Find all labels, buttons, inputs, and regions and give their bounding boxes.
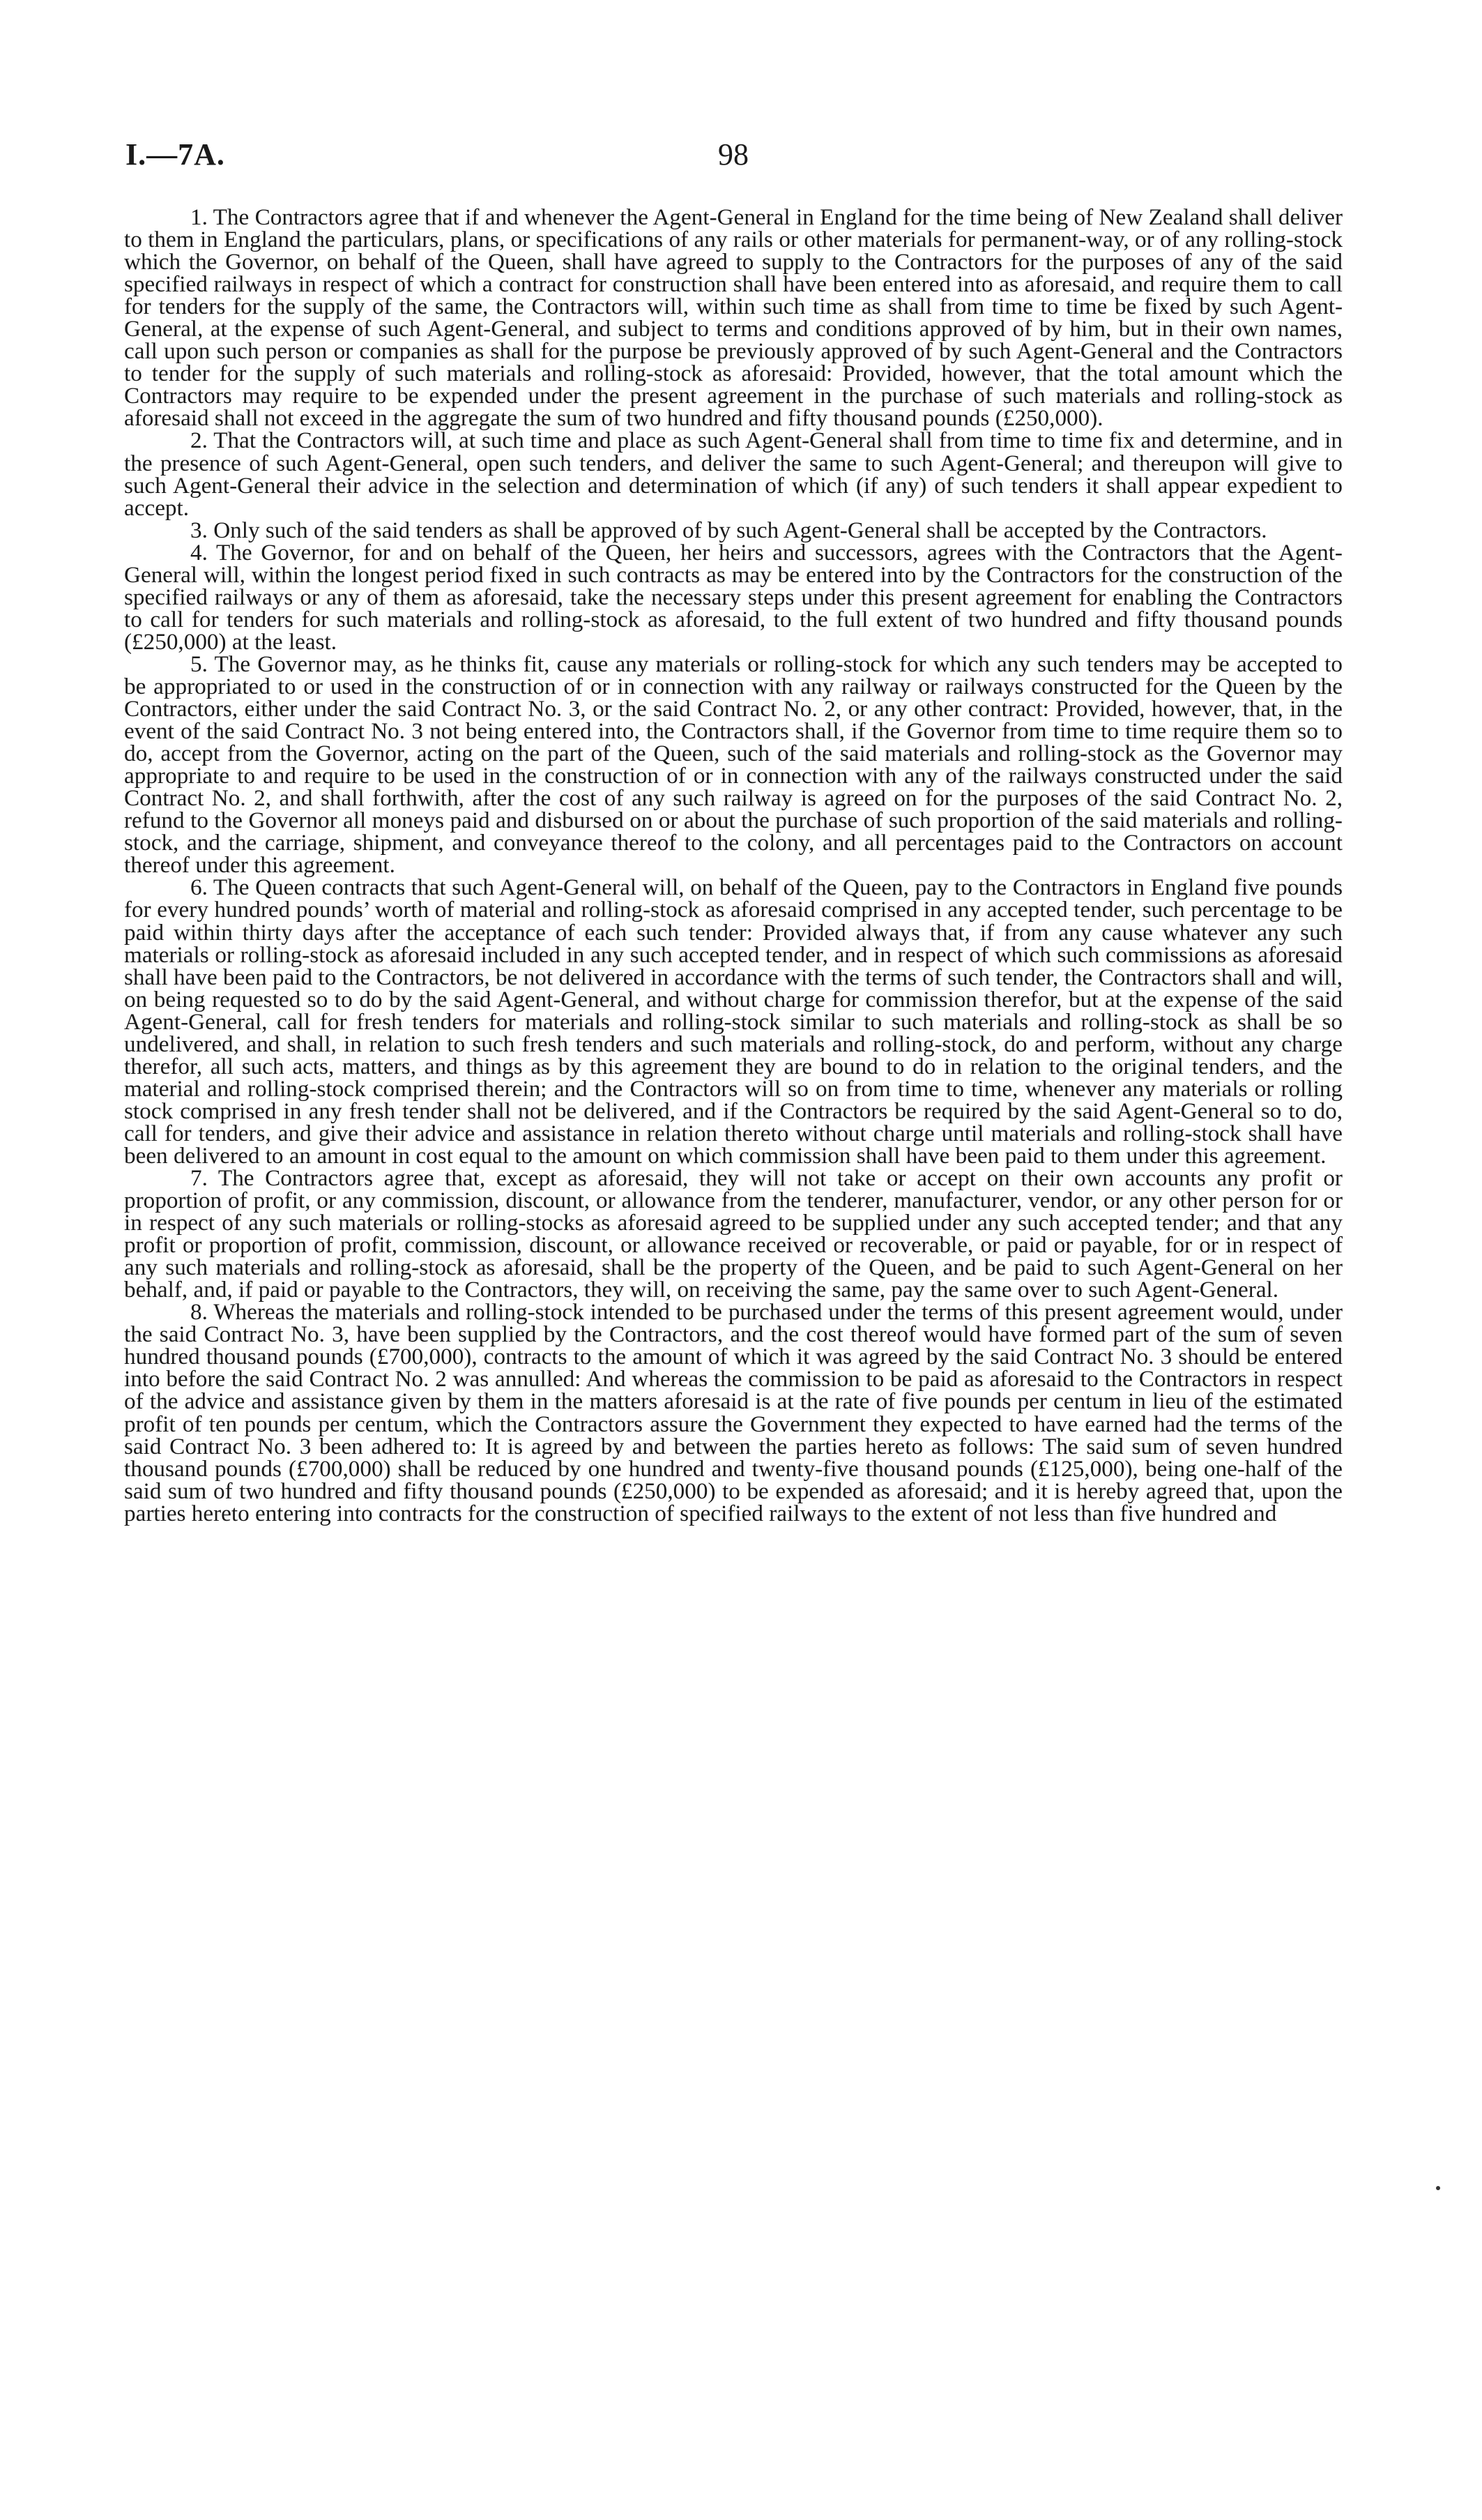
clause-8: 8. Whereas the materials and rolling-stock intended to be purchased under the terms of this present agreement would, under the said Contract No. 3, have been supplied by the Contractors, and the cost thereof would have formed part of the sum of seven hundred thousand pounds (£700,000), contracts to the amount of which it was agreed by the said Contract No. 3 should be entered into before the said Contract No. 2 was annulled: And whereas the commission to be paid as aforesaid to the Contractors in respect of the advice and assistance given by them in the matters aforesaid is at the rate of five pounds per centum in lieu of the estimated profit of ten pounds per centum, which the Contractors assure the Government they expected to have earned had the terms of the said Contract No. 3 been adhered to: It is agreed by and between the parties hereto as follows: The said sum of seven hundred thousand pounds (£700,000) shall be reduced by one hundred and twenty-five thousand pounds (£125,000), being one-half of the said sum of two hundred and fifty thousand pounds (£250,000) to be expended as aforesaid; and it is hereby agreed that, upon the parties hereto entering into contracts for the construction of specified railways to the extent of not less than five hundred and <box>124 1299 1343 1526</box>
clause-5: 5. The Governor may, as he thinks fit, cause any materials or rolling-stock for which any such tenders may be accepted to be appropriated to or used in the construction of or in connection with any railway or railways constructed for the Queen by the Contractors, either under the said Contract No. 3, or the said Contract No. 2, or any other contract: Provided, however, that, in the event of the said Contract No. 3 not being entered into, the Contractors shall, if the Governor from time to time require them so to do, accept from the Governor, acting on the part of the Queen, such of the said materials and rolling-stock as the Governor may appropriate to and require to be used in the construction of or in connection with any of the railways constructed under the said Contract No. 2, and shall forthwith, after the cost of any such railway is agreed on for the purposes of the said Contract No. 2, refund to the Governor all moneys paid and disbursed on or about the purchase of such proportion of the said materials and rolling-stock, and the carriage, shipment, and conveyance thereof to the colony, and all percentages paid to the Contractors on account thereof under this agreement. <box>124 651 1343 879</box>
clause-1: 1. The Contractors agree that if and whenever the Agent-General in England for the time being of New Zealand shall deliver to them in England the particulars, plans, or specifications of any rails or other materials for permanent-way, or of any rolling-stock which the Governor, on behalf of the Queen, shall have agreed to supply to the Contractors for the purposes of any of the said specified railways in respect of which a contract for construction shall have been entered into as aforesaid, and require them to call for tenders for the supply of the same, the Contractors will, within such time as shall from time to time be fixed by such Agent-General, at the expense of such Agent-General, and subject to terms and conditions approved of by him, but in their own names, call upon such person or companies as shall for the purpose be previously approved of by such Agent-General and the Contractors to tender for the supply of such materials and rolling-stock as aforesaid: Provided, however, that the total amount which the Contractors may require to be expended under the present agreement in the purchase of such materials and rolling-stock as aforesaid shall not exceed in the aggregate the sum of two hundred and fifty thousand pounds (£250,000). <box>124 204 1343 432</box>
page-number: 98 <box>718 137 749 172</box>
clause-3: 3. Only such of the said tenders as shall be approved of by such Agent-General shall be accepted by the Contractors. <box>190 517 1267 543</box>
clause-7: 7. The Contractors agree that, except as aforesaid, they will not take or accept on their own accounts any profit or proportion of profit, or any commission, discount, or allowance from the tenderer, manufacturer, vendor, or any other person for or in respect of any such materials or rolling-stocks as aforesaid agreed to be supplied under any such accepted tender; and that any profit or proportion of profit, commission, discount, or allowance received or recoverable, or paid or payable, for or in respect of any such materials and rolling-stock as aforesaid, shall be the property of the Queen, and be paid to such Agent-General on her behalf, and, if paid or payable to the Contractors, they will, on receiving the same, pay the same over to such Agent-General. <box>124 1165 1343 1303</box>
document-reference: I.—7A. <box>125 137 225 172</box>
clause-4: 4. The Governor, for and on behalf of the Queen, her heirs and successors, agrees with the Contractors that the Agent-General will, within the longest period fixed in such contracts as may be entered into by the Contractors for the construction of the specified railways or any of them as aforesaid, take the necessary steps under this present agreement for enabling the Contractors to call for tenders for such materials and rolling-stock as aforesaid, to the full extent of two hundred and fifty thousand pounds (£250,000) at the least. <box>124 539 1343 655</box>
clause-6: 6. The Queen contracts that such Agent-General will, on behalf of the Queen, pay to the Contractors in England five pounds for every hundred pounds’ worth of material and rolling-stock as aforesaid comprised in any accepted tender, such percentage to be paid within thirty days after the acceptance of each such tender: Provided always that, if from any cause whatever any such materials or rolling-stock as aforesaid included in any such accepted tender, and in respect of which such commissions as aforesaid shall have been paid to the Contractors, be not delivered in accordance with the terms of such tender, the Contractors shall and will, on being requested so to do by the said Agent-General, and without charge for commission therefor, but at the expense of the said Agent-General, call for fresh tenders for materials and rolling-stock similar to such materials and rolling-stock as shall be so undelivered, and shall, in relation to such fresh tenders and such materials and rolling-stock, do and perform, without any charge therefor, all such acts, matters, and things as by this agreement they are bound to do in relation to the original tenders, and the material and rolling-stock comprised therein; and the Contractors will so on from time to time, whenever any materials or rolling stock comprised in any fresh tender shall not be delivered, and if the Contractors be required by the said Agent-General so to do, call for tenders, and give their advice and assistance in relation thereto without charge until materials and rolling-stock shall have been delivered to an amount in cost equal to the amount on which commission shall have been paid to them under this agreement. <box>124 874 1343 1169</box>
agreement-text <box>124 206 1343 1525</box>
margin-speck <box>1436 2186 1440 2190</box>
page-header <box>125 137 1338 179</box>
clause-2: 2. That the Contractors will, at such time and place as such Agent-General shall from time to time fix and determine, and in the presence of such Agent-General, open such tenders, and deliver the same to such Agent-General; and thereupon will give to such Agent-General their advice in the selection and determination of which (if any) of such tenders it shall appear expedient to accept. <box>124 427 1343 521</box>
